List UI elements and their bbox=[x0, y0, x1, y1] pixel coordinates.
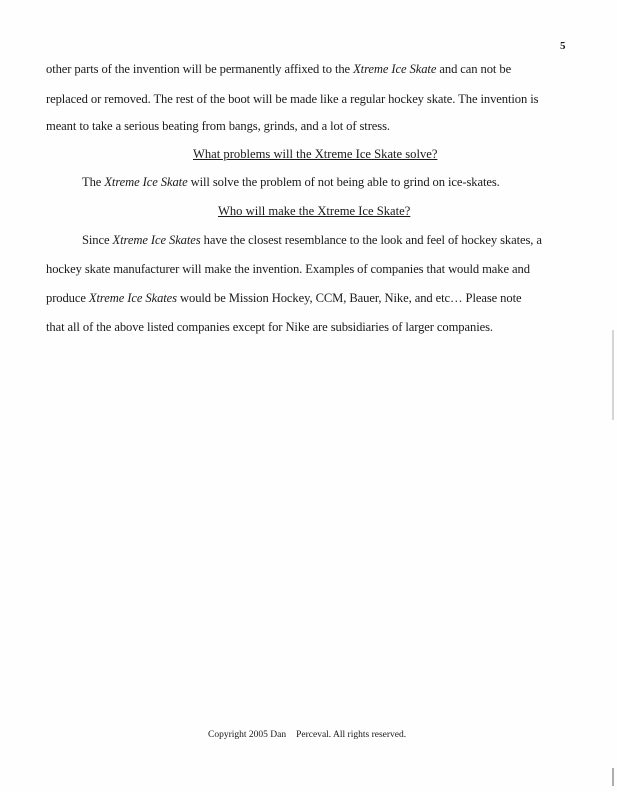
product-name: Xtreme Ice Skates bbox=[88, 291, 177, 305]
section-heading-problems: What problems will the Xtreme Ice Skate solve? bbox=[193, 147, 438, 161]
paragraph-3-line-1 bbox=[82, 233, 542, 248]
product-name: Xtreme Ice Skate bbox=[353, 62, 437, 76]
text-run: would be Mission Hockey, CCM, Bauer, Nike, and etc… Please note bbox=[176, 291, 522, 305]
scan-edge-mark bbox=[612, 330, 614, 420]
text-run: The bbox=[82, 175, 105, 189]
copyright-text-part-1: Copyright 2005 Dan bbox=[208, 730, 287, 740]
scan-edge-mark bbox=[612, 768, 614, 786]
text-run: Since bbox=[82, 233, 113, 247]
copyright-footer bbox=[208, 730, 406, 740]
product-name: Xtreme Ice Skate bbox=[104, 175, 188, 189]
paragraph-3-line-4: that all of the above listed companies except for Nike are subsidiaries of larger companies. bbox=[46, 320, 493, 334]
product-name: Xtreme Ice Skates bbox=[112, 233, 201, 247]
paragraph-2 bbox=[82, 175, 500, 190]
paragraph-1-line-1 bbox=[46, 62, 511, 77]
copyright-text-part-2: Perceval. All rights reserved. bbox=[296, 730, 407, 740]
paragraph-3-line-2: hockey skate manufacturer will make the invention. Examples of companies that would make and bbox=[46, 262, 530, 276]
text-run: produce bbox=[46, 291, 89, 305]
page-number: 5 bbox=[560, 40, 566, 52]
paragraph-3-line-3 bbox=[46, 291, 521, 306]
text-run: other parts of the invention will be permanently affixed to the bbox=[46, 62, 354, 76]
text-run: and can not be bbox=[436, 62, 512, 76]
text-run: will solve the problem of not being able to grind on ice-skates. bbox=[187, 175, 500, 189]
paragraph-1-line-2: replaced or removed. The rest of the boot will be made like a regular hockey skate. The invention is bbox=[46, 92, 539, 106]
section-heading-manufacturer: Who will make the Xtreme Ice Skate? bbox=[218, 204, 411, 218]
text-run: have the closest resemblance to the look and feel of hockey skates, a bbox=[200, 233, 542, 247]
paragraph-1-line-3: meant to take a serious beating from bangs, grinds, and a lot of stress. bbox=[46, 119, 390, 133]
